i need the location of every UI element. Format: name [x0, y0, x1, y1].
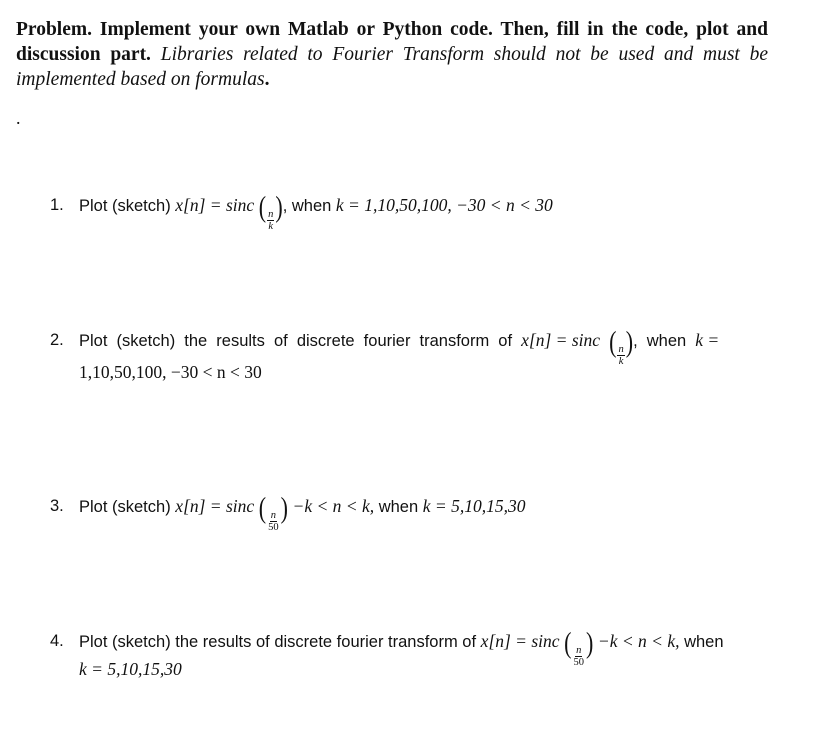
- item-suffix: , when: [633, 332, 687, 350]
- item-range: k = 1,10,50,100, −30 < n < 30: [335, 195, 553, 215]
- item-range: k = 5,10,15,30: [79, 659, 182, 679]
- problem-title: Problem. Implement your own Matlab or Python code. Then, fill in the code, plot and discussion part.: [16, 19, 768, 65]
- item-number: 1.: [50, 196, 64, 214]
- item-condition: −k < n < k,: [292, 496, 375, 516]
- item-prefix: Plot (sketch) the results of discrete fourier transform of: [79, 332, 513, 350]
- task-item-4: 4. Plot (sketch) the results of discrete fourier transform of x[n] = sinc ( $\frac{n}{50}$ ) −k < n < k, when k = 5,10,15,30: [50, 625, 724, 679]
- item-range: 1,10,50,100, −30 < n < 30: [79, 362, 262, 382]
- fraction: $\frac{n}{50}$: [573, 645, 584, 668]
- item-condition: −k < n < k,: [597, 631, 680, 651]
- task-item-2: 2. Plot (sketch) the results of discrete fourier transform of x[n] = sinc ( $\frac{n}{k}$ ), when k = 1,10,50,100, −30 < n < 30: [50, 324, 720, 382]
- item-suffix: , when: [282, 197, 332, 215]
- fraction: $\frac{n}{k}$: [268, 209, 274, 232]
- item-suffix: when: [684, 633, 724, 651]
- signal-expression: x[n] = sinc: [480, 631, 560, 651]
- item-range: k = 5,10,15,30: [422, 496, 526, 516]
- item-prefix: Plot (sketch) the results of discrete fourier transform of: [79, 633, 477, 651]
- heading-period: .: [264, 69, 270, 90]
- item-tail: k =: [695, 330, 720, 350]
- signal-expression: x[n] = sinc: [175, 195, 255, 215]
- item-suffix: when: [378, 498, 419, 516]
- signal-expression: x[n] = sinc: [521, 330, 601, 350]
- item-prefix: Plot (sketch): [79, 197, 171, 215]
- stray-dot: .: [16, 108, 21, 128]
- item-number: 2.: [50, 331, 64, 349]
- item-prefix: Plot (sketch): [79, 498, 171, 516]
- fraction: $\frac{n}{50}$: [268, 510, 279, 533]
- signal-expression: x[n] = sinc: [175, 496, 255, 516]
- item-number: 3.: [50, 497, 64, 515]
- problem-statement: [16, 17, 768, 92]
- problem-constraint: Libraries related to Fourier Transform should not be used and must be implemented based on formulas: [16, 44, 768, 90]
- item-number: 4.: [50, 632, 64, 650]
- fraction: $\frac{n}{k}$: [618, 344, 624, 367]
